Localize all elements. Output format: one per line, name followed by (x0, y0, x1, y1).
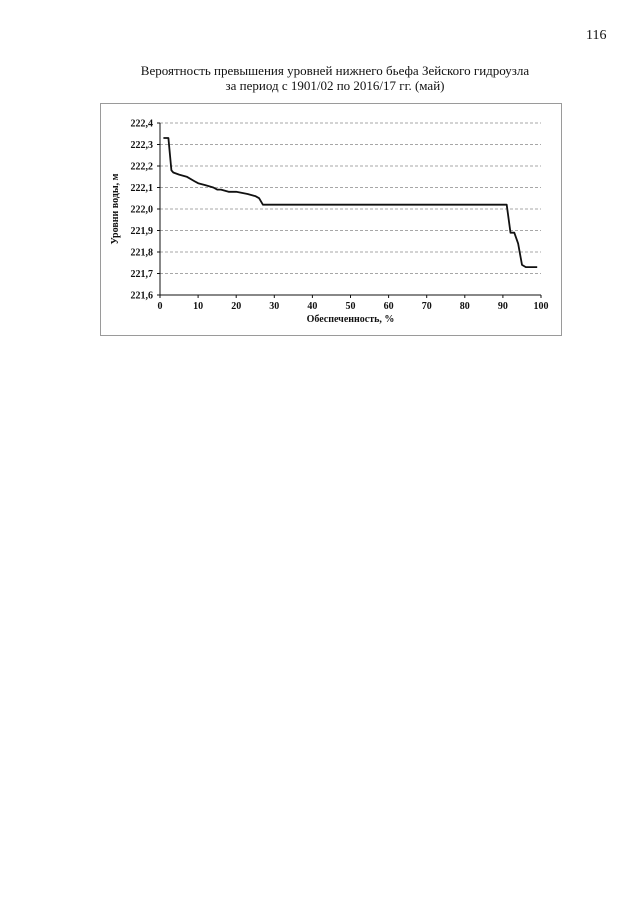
grid (160, 123, 541, 274)
y-tick-label: 222,3 (130, 140, 153, 151)
x-tick-label: 60 (383, 301, 394, 312)
figure-title-line2: за период с 1901/02 по 2016/17 гг. (май) (225, 78, 445, 93)
x-tick-label: 80 (459, 301, 470, 312)
series (163, 138, 537, 267)
figure-title-line1: Вероятность превышения уровней нижнего бьефа Зейского гидроузла (140, 63, 530, 78)
x-tick-label: 0 (157, 301, 163, 312)
x-axis-title: Обеспеченность, % (306, 314, 395, 325)
y-tick-label: 221,6 (130, 290, 153, 302)
x-tick-label: 10 (193, 301, 204, 312)
axes (157, 123, 541, 298)
x-tick-label: 70 (421, 301, 432, 312)
x-tick-labels (158, 301, 549, 312)
y-tick-label: 222,0 (130, 204, 153, 216)
y-tick-labels (131, 119, 154, 302)
x-tick-label: 90 (497, 301, 508, 312)
x-tick-label: 20 (231, 301, 242, 312)
y-tick-label: 221,9 (130, 226, 153, 237)
series-line (163, 138, 537, 267)
page-number: 116 (586, 28, 607, 43)
x-tick-label: 100 (533, 301, 549, 312)
y-axis-title: Уровни воды, м (110, 173, 121, 245)
y-tick-label: 222,1 (130, 183, 153, 194)
y-tick-label: 221,7 (130, 269, 153, 280)
y-tick-label: 221,8 (130, 247, 153, 259)
y-tick-label: 222,2 (130, 161, 153, 173)
x-tick-label: 30 (269, 301, 280, 312)
x-tick-label: 40 (307, 301, 318, 312)
y-tick-label: 222,4 (130, 118, 153, 130)
x-tick-label: 50 (345, 301, 356, 312)
